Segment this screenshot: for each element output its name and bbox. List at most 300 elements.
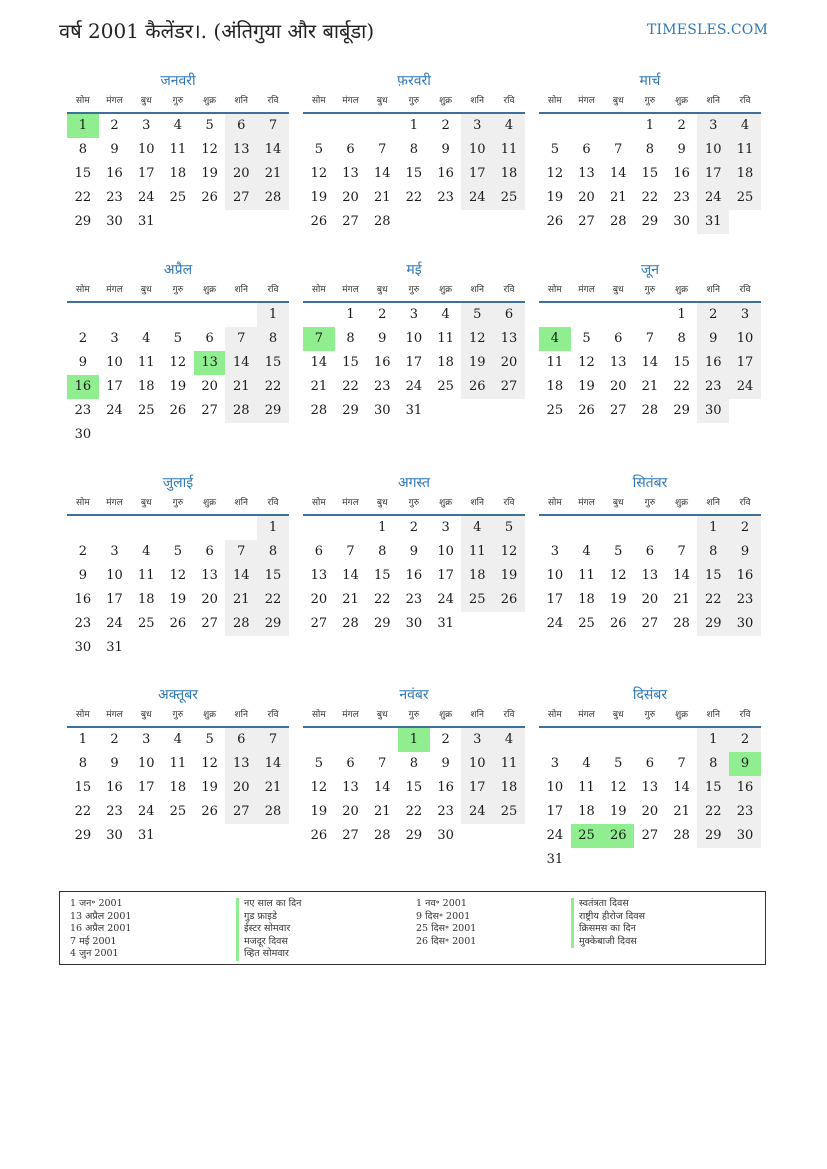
day-cell: 13: [194, 351, 226, 375]
day-cell: 2: [729, 728, 761, 752]
day-cell: 24: [729, 375, 761, 399]
empty-cell: [571, 114, 603, 138]
day-cell: 3: [441, 520, 450, 535]
day-cell: 21: [257, 776, 289, 800]
weekday-header: [67, 706, 289, 728]
weekday-label: बुध: [140, 710, 152, 720]
day-cell: 23: [729, 588, 761, 612]
day-cell: 4: [441, 307, 450, 322]
day-cell: 25: [571, 824, 603, 848]
legend-entry: राष्ट्रीय हीरोज दिवस: [571, 911, 645, 924]
day-cell: 13: [201, 568, 218, 583]
weekday-label: शुक्र: [203, 285, 217, 295]
weekday-label: मंगल: [578, 285, 595, 295]
day-cell: 28: [373, 214, 391, 229]
day-cell: 4: [539, 327, 571, 351]
weekday-label: सोम: [547, 96, 562, 106]
day-cell: 22: [342, 379, 359, 394]
day-cell: 19: [609, 804, 627, 819]
month-block: [67, 70, 289, 234]
day-cell: 14: [673, 568, 690, 583]
day-cell: 27: [310, 616, 328, 631]
day-cell: 1: [78, 732, 87, 747]
weekday-label: मंगल: [578, 96, 595, 106]
weekday-label: शनि: [234, 710, 248, 720]
day-cell: 24: [546, 828, 564, 843]
day-cell: 26: [310, 828, 328, 843]
weekday-header: [303, 494, 525, 516]
day-cell: 7: [257, 114, 289, 138]
day-cell: 18: [437, 355, 454, 370]
day-cell: 25: [169, 804, 187, 819]
empty-cell: [634, 303, 666, 327]
day-cell: 20: [342, 190, 359, 205]
month-block: [67, 472, 289, 660]
weekday-label: रवि: [503, 710, 515, 720]
day-cell: 9: [441, 142, 450, 157]
day-cell: 17: [106, 379, 123, 394]
day-cell: 23: [106, 190, 123, 205]
day-cell: 13: [578, 166, 595, 181]
day-cell: 23: [405, 592, 423, 607]
day-cell: 28: [673, 828, 690, 843]
day-cell: 22: [257, 588, 289, 612]
day-grid: [67, 516, 289, 660]
day-cell: 12: [461, 327, 493, 351]
weekday-header: [539, 494, 761, 516]
legend-dates-col-1: [70, 898, 131, 961]
legend-entry: 4 जुन 2001: [70, 948, 119, 959]
weekday-label: मंगल: [106, 96, 123, 106]
month-block: [539, 472, 761, 636]
empty-cell: [225, 303, 257, 327]
day-cell: 14: [673, 780, 690, 795]
empty-cell: [602, 728, 634, 752]
day-cell: 26: [169, 403, 187, 418]
day-cell: 26: [602, 824, 634, 848]
day-cell: 4: [493, 114, 525, 138]
weekday-label: शुक्र: [439, 498, 453, 508]
empty-cell: [303, 114, 335, 138]
day-cell: 14: [609, 166, 627, 181]
day-cell: 20: [641, 592, 659, 607]
weekday-label: गुरु: [408, 96, 420, 106]
legend-dates-col-2: [416, 898, 476, 948]
day-cell: 26: [169, 616, 187, 631]
day-cell: 24: [137, 804, 155, 819]
day-cell: 19: [546, 190, 564, 205]
month-block: [539, 684, 761, 872]
weekday-label: मंगल: [342, 498, 359, 508]
day-cell: 11: [578, 780, 595, 795]
day-cell: 6: [346, 142, 355, 157]
day-cell: 9: [677, 142, 686, 157]
day-cell: 27: [342, 214, 359, 229]
day-cell: 18: [461, 564, 493, 588]
weekday-label: गुरु: [408, 285, 420, 295]
weekday-header: [539, 706, 761, 728]
day-cell: 20: [641, 804, 659, 819]
empty-cell: [130, 303, 162, 327]
day-cell: 10: [437, 544, 454, 559]
day-cell: 19: [609, 592, 627, 607]
day-cell: 5: [205, 732, 214, 747]
day-cell: 31: [546, 852, 564, 867]
day-cell: 16: [729, 564, 761, 588]
weekday-label: सोम: [75, 285, 90, 295]
day-cell: 18: [546, 379, 564, 394]
day-cell: 19: [201, 780, 218, 795]
day-cell: 22: [405, 190, 423, 205]
weekday-label: शुक्र: [439, 710, 453, 720]
day-cell: 7: [303, 327, 335, 351]
day-cell: 16: [697, 351, 729, 375]
day-cell: 17: [461, 776, 493, 800]
empty-cell: [335, 114, 367, 138]
day-cell: 15: [74, 780, 92, 795]
day-cell: 28: [225, 399, 257, 423]
empty-cell: [194, 516, 226, 540]
empty-cell: [335, 516, 367, 540]
day-cell: 14: [257, 138, 289, 162]
day-cell: 17: [729, 351, 761, 375]
day-cell: 1: [677, 307, 686, 322]
day-cell: 31: [405, 403, 423, 418]
day-cell: 24: [461, 800, 493, 824]
day-cell: 16: [405, 568, 423, 583]
day-cell: 15: [257, 564, 289, 588]
day-cell: 27: [493, 375, 525, 399]
month-name: जून: [640, 262, 660, 278]
weekday-label: शुक्र: [675, 498, 689, 508]
day-cell: 4: [582, 756, 591, 771]
weekday-label: बुध: [140, 498, 152, 508]
legend-entry: क्रिसमस का दिन: [571, 923, 645, 936]
day-cell: 24: [437, 592, 454, 607]
day-cell: 11: [169, 142, 187, 157]
legend-entry: स्वतंत्रता दिवस: [571, 898, 645, 911]
day-cell: 28: [225, 612, 257, 636]
day-cell: 12: [578, 355, 595, 370]
weekday-label: सोम: [75, 96, 90, 106]
weekday-label: शनि: [706, 285, 720, 295]
day-cell: 21: [373, 804, 391, 819]
day-cell: 7: [677, 756, 686, 771]
day-cell: 22: [697, 800, 729, 824]
weekday-label: सोम: [311, 96, 326, 106]
weekday-header: [303, 706, 525, 728]
weekday-label: मंगल: [578, 498, 595, 508]
month-name: अप्रैल: [163, 262, 193, 278]
day-cell: 30: [673, 214, 690, 229]
weekday-label: गुरु: [172, 498, 184, 508]
day-cell: 4: [173, 732, 183, 747]
day-cell: 28: [310, 403, 328, 418]
day-cell: 15: [405, 166, 423, 181]
month-block: [67, 684, 289, 848]
day-cell: 25: [437, 379, 454, 394]
day-cell: 22: [641, 190, 659, 205]
weekday-label: सोम: [311, 498, 326, 508]
weekday-header: [303, 281, 525, 303]
month-name: जनवरी: [160, 73, 196, 89]
weekday-label: शुक्र: [203, 498, 217, 508]
weekday-label: बुध: [376, 710, 388, 720]
day-cell: 22: [673, 379, 690, 394]
day-cell: 9: [697, 327, 729, 351]
month-name: मार्च: [639, 73, 661, 89]
weekday-label: शनि: [234, 285, 248, 295]
day-cell: 13: [609, 355, 627, 370]
day-cell: 30: [437, 828, 454, 843]
day-cell: 13: [641, 568, 659, 583]
day-cell: 28: [342, 616, 359, 631]
day-cell: 16: [67, 375, 99, 399]
day-cell: 14: [342, 568, 359, 583]
month-name: मई: [406, 262, 422, 278]
weekday-label: शुक्र: [439, 96, 453, 106]
day-cell: 12: [609, 568, 627, 583]
weekday-label: बुध: [612, 710, 624, 720]
day-cell: 22: [257, 375, 289, 399]
day-cell: 30: [697, 399, 729, 423]
day-cell: 5: [614, 756, 623, 771]
month-name: दिसंबर: [632, 687, 668, 703]
weekday-label: रवि: [739, 285, 751, 295]
weekday-label: बुध: [140, 285, 152, 295]
day-cell: 30: [74, 427, 92, 442]
day-cell: 16: [729, 776, 761, 800]
day-cell: 1: [697, 728, 729, 752]
day-cell: 4: [461, 516, 493, 540]
day-cell: 21: [609, 190, 627, 205]
day-cell: 31: [137, 214, 155, 229]
day-cell: 19: [461, 351, 493, 375]
day-cell: 11: [437, 331, 454, 346]
day-cell: 6: [493, 303, 525, 327]
day-cell: 2: [110, 732, 119, 747]
month-block: [303, 684, 525, 848]
day-cell: 8: [78, 142, 87, 157]
day-cell: 13: [342, 166, 359, 181]
day-cell: 28: [673, 616, 690, 631]
day-cell: 22: [697, 588, 729, 612]
day-cell: 6: [645, 756, 655, 771]
day-cell: 10: [137, 142, 155, 157]
day-cell: 14: [310, 355, 328, 370]
day-cell: 8: [697, 540, 729, 564]
day-cell: 25: [493, 186, 525, 210]
empty-cell: [602, 516, 634, 540]
empty-cell: [571, 303, 603, 327]
weekday-label: शुक्र: [675, 285, 689, 295]
day-cell: 24: [697, 186, 729, 210]
legend-entry: ईस्टर सोमवार: [236, 923, 301, 936]
legend-entry: मुक्केबाजी दिवस: [571, 936, 645, 949]
day-cell: 17: [405, 355, 423, 370]
day-cell: 6: [314, 544, 323, 559]
day-cell: 26: [578, 403, 595, 418]
day-cell: 14: [257, 752, 289, 776]
day-cell: 30: [405, 616, 423, 631]
day-cell: 3: [110, 331, 119, 346]
day-cell: 21: [310, 379, 328, 394]
empty-cell: [571, 516, 603, 540]
day-cell: 14: [225, 564, 257, 588]
day-cell: 22: [405, 804, 423, 819]
empty-cell: [130, 516, 162, 540]
day-cell: 24: [106, 616, 123, 631]
day-cell: 17: [137, 166, 155, 181]
day-cell: 26: [201, 190, 218, 205]
day-cell: 2: [697, 303, 729, 327]
day-cell: 17: [461, 162, 493, 186]
day-cell: 12: [310, 780, 328, 795]
day-cell: 4: [142, 331, 151, 346]
day-cell: 1: [67, 114, 99, 138]
day-cell: 10: [106, 568, 123, 583]
weekday-label: शनि: [470, 498, 484, 508]
day-cell: 17: [137, 780, 155, 795]
day-cell: 26: [493, 588, 525, 612]
day-cell: 10: [137, 756, 155, 771]
day-cell: 12: [201, 756, 218, 771]
day-cell: 22: [74, 190, 92, 205]
empty-cell: [335, 728, 367, 752]
day-cell: 2: [441, 118, 450, 133]
day-cell: 26: [310, 214, 328, 229]
weekday-label: शुक्र: [675, 96, 689, 106]
day-cell: 10: [106, 355, 123, 370]
day-cell: 5: [314, 142, 323, 157]
weekday-label: मंगल: [106, 285, 123, 295]
day-cell: 26: [609, 616, 627, 631]
empty-cell: [99, 303, 131, 327]
day-cell: 7: [225, 327, 257, 351]
weekday-label: बुध: [612, 498, 624, 508]
day-cell: 12: [546, 166, 564, 181]
day-cell: 29: [257, 399, 289, 423]
weekday-label: शनि: [706, 710, 720, 720]
weekday-header: [539, 281, 761, 303]
day-cell: 16: [673, 166, 690, 181]
weekday-label: गुरु: [172, 285, 184, 295]
empty-cell: [539, 114, 571, 138]
weekday-label: रवि: [739, 498, 751, 508]
day-cell: 11: [169, 756, 187, 771]
weekday-label: बुध: [376, 285, 388, 295]
weekday-header: [539, 92, 761, 114]
weekday-label: गुरु: [644, 710, 656, 720]
day-cell: 15: [641, 166, 659, 181]
day-cell: 13: [225, 138, 257, 162]
day-cell: 9: [729, 540, 761, 564]
day-cell: 8: [677, 331, 686, 346]
day-cell: 24: [137, 190, 155, 205]
day-cell: 31: [697, 210, 729, 234]
weekday-label: गुरु: [172, 96, 184, 106]
weekday-label: रवि: [503, 498, 515, 508]
day-cell: 7: [378, 756, 387, 771]
empty-cell: [602, 114, 634, 138]
weekday-label: गुरु: [172, 710, 184, 720]
day-cell: 28: [257, 186, 289, 210]
month-name: अक्तूबर: [158, 687, 198, 703]
day-cell: 8: [697, 752, 729, 776]
day-cell: 27: [342, 828, 359, 843]
day-cell: 11: [493, 752, 525, 776]
day-cell: 3: [142, 732, 151, 747]
day-cell: 5: [614, 544, 623, 559]
day-cell: 18: [578, 804, 595, 819]
empty-cell: [99, 516, 131, 540]
day-cell: 20: [342, 804, 359, 819]
day-cell: 9: [441, 756, 450, 771]
day-cell: 20: [609, 379, 627, 394]
day-cell: 16: [437, 166, 454, 181]
day-cell: 1: [398, 728, 430, 752]
day-cell: 16: [437, 780, 454, 795]
day-cell: 27: [641, 828, 659, 843]
month-block: [303, 259, 525, 423]
day-cell: 14: [373, 166, 391, 181]
weekday-label: गुरु: [644, 285, 656, 295]
day-cell: 5: [493, 516, 525, 540]
day-cell: 7: [645, 331, 655, 346]
day-cell: 1: [257, 516, 289, 540]
day-cell: 1: [697, 516, 729, 540]
day-cell: 2: [110, 118, 119, 133]
day-cell: 3: [409, 307, 419, 322]
weekday-label: गुरु: [644, 498, 656, 508]
weekday-label: सोम: [547, 498, 562, 508]
day-cell: 17: [106, 592, 123, 607]
weekday-label: बुध: [612, 285, 624, 295]
day-cell: 23: [106, 804, 123, 819]
day-cell: 11: [137, 568, 155, 583]
day-cell: 24: [106, 403, 123, 418]
day-cell: 29: [74, 828, 92, 843]
legend-entry: गुड फ्राइडे: [236, 911, 301, 924]
day-cell: 10: [729, 327, 761, 351]
weekday-label: सोम: [547, 710, 562, 720]
month-block: [539, 70, 761, 234]
day-cell: 3: [461, 114, 493, 138]
day-cell: 10: [461, 138, 493, 162]
day-cell: 7: [677, 544, 686, 559]
day-cell: 24: [546, 616, 564, 631]
day-cell: 9: [78, 355, 87, 370]
day-cell: 26: [461, 375, 493, 399]
day-cell: 6: [346, 756, 355, 771]
day-cell: 13: [225, 752, 257, 776]
day-cell: 15: [697, 564, 729, 588]
day-cell: 18: [493, 776, 525, 800]
weekday-label: बुध: [376, 96, 388, 106]
empty-cell: [539, 303, 571, 327]
day-grid: [539, 728, 761, 872]
brand-link[interactable]: TIMESLES.COM: [647, 22, 768, 38]
legend-entry: 7 मई 2001: [70, 935, 117, 947]
legend-entry: 16 अप्रैल 2001: [70, 923, 132, 934]
day-cell: 8: [346, 331, 355, 346]
weekday-label: शुक्र: [675, 710, 689, 720]
day-cell: 2: [409, 520, 419, 535]
legend-entry: मजदूर दिवस: [236, 936, 301, 949]
day-cell: 10: [461, 752, 493, 776]
day-cell: 8: [78, 756, 87, 771]
day-cell: 3: [697, 114, 729, 138]
